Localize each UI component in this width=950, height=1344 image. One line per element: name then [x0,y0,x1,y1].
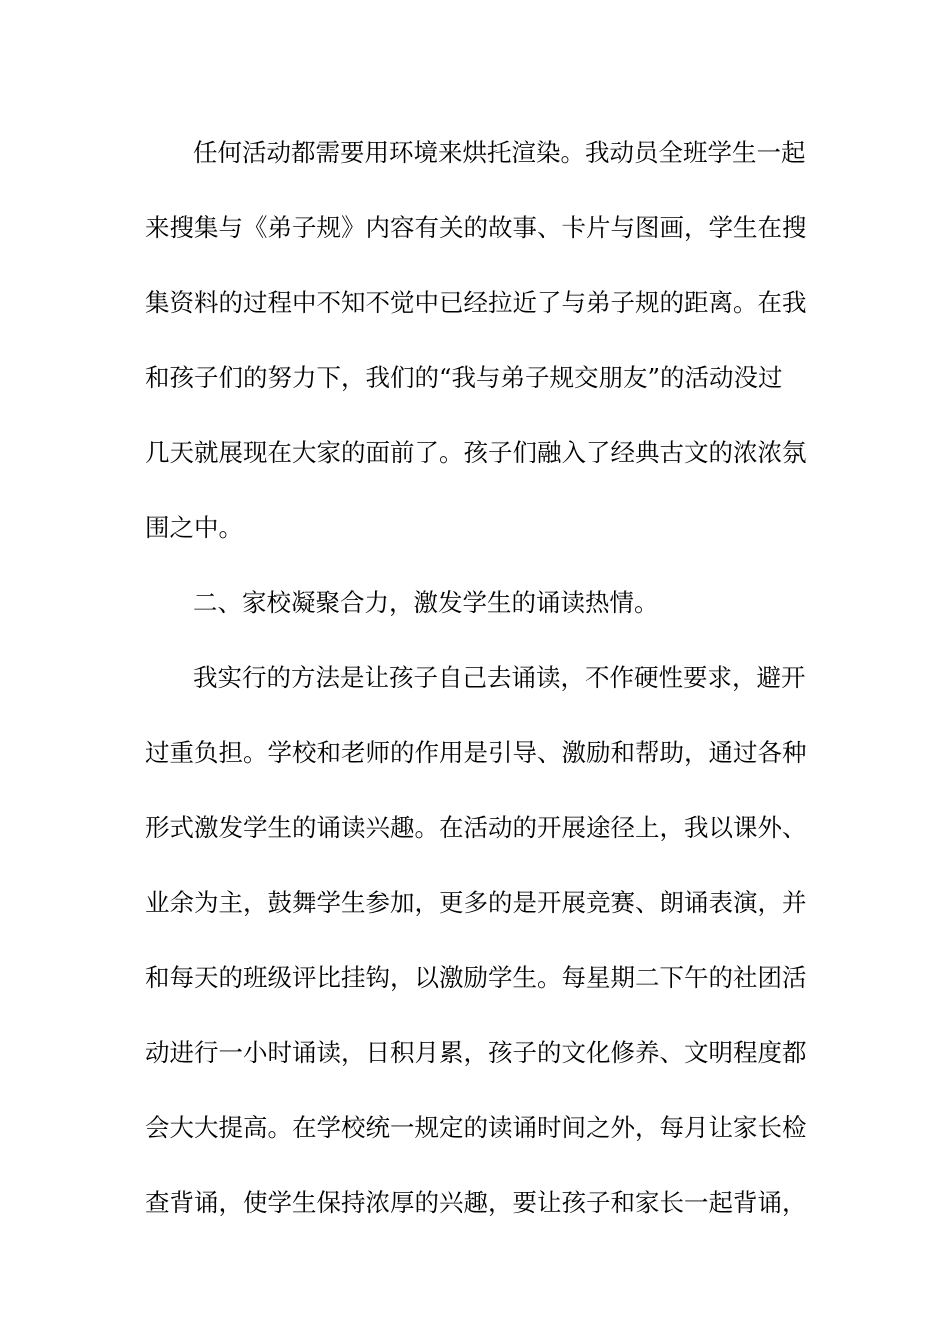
text-line: 查背诵，使学生保持浓厚的兴趣，要让孩子和家长一起背诵， [145,1188,807,1217]
section-heading: 二、家校凝聚合力，激发学生的诵读热情。 [193,588,659,617]
text-line: 来搜集与《弟子规》内容有关的故事、卡片与图画，学生在搜 [145,213,807,242]
text-line: 动进行一小时诵读，日积月累，孩子的文化修养、文明程度都 [145,1038,807,1067]
text-line: 业余为主，鼓舞学生参加，更多的是开展竞赛、朗诵表演，并 [145,888,807,917]
text-line: 和每天的班级评比挂钩，以激励学生。每星期二下午的社团活 [145,963,807,992]
text-line: 几天就展现在大家的面前了。孩子们融入了经典古文的浓浓氛 [145,438,807,467]
text-line: 会大大提高。在学校统一规定的读诵时间之外，每月让家长检 [145,1113,807,1142]
text-line: 我实行的方法是让孩子自己去诵读，不作硬性要求，避开 [193,663,806,692]
text-line: 形式激发学生的诵读兴趣。在活动的开展途径上，我以课外、 [145,813,807,842]
text-line: 过重负担。学校和老师的作用是引导、激励和帮助，通过各种 [145,738,807,767]
text-line: 和孩子们的努力下，我们的“我与弟子规交朋友”的活动没过 [145,363,783,392]
text-line: 围之中。 [145,513,243,542]
text-line: 任何活动都需要用环境来烘托渲染。我动员全班学生一起 [193,138,806,167]
text-line: 集资料的过程中不知不觉中已经拉近了与弟子规的距离。在我 [145,288,807,317]
